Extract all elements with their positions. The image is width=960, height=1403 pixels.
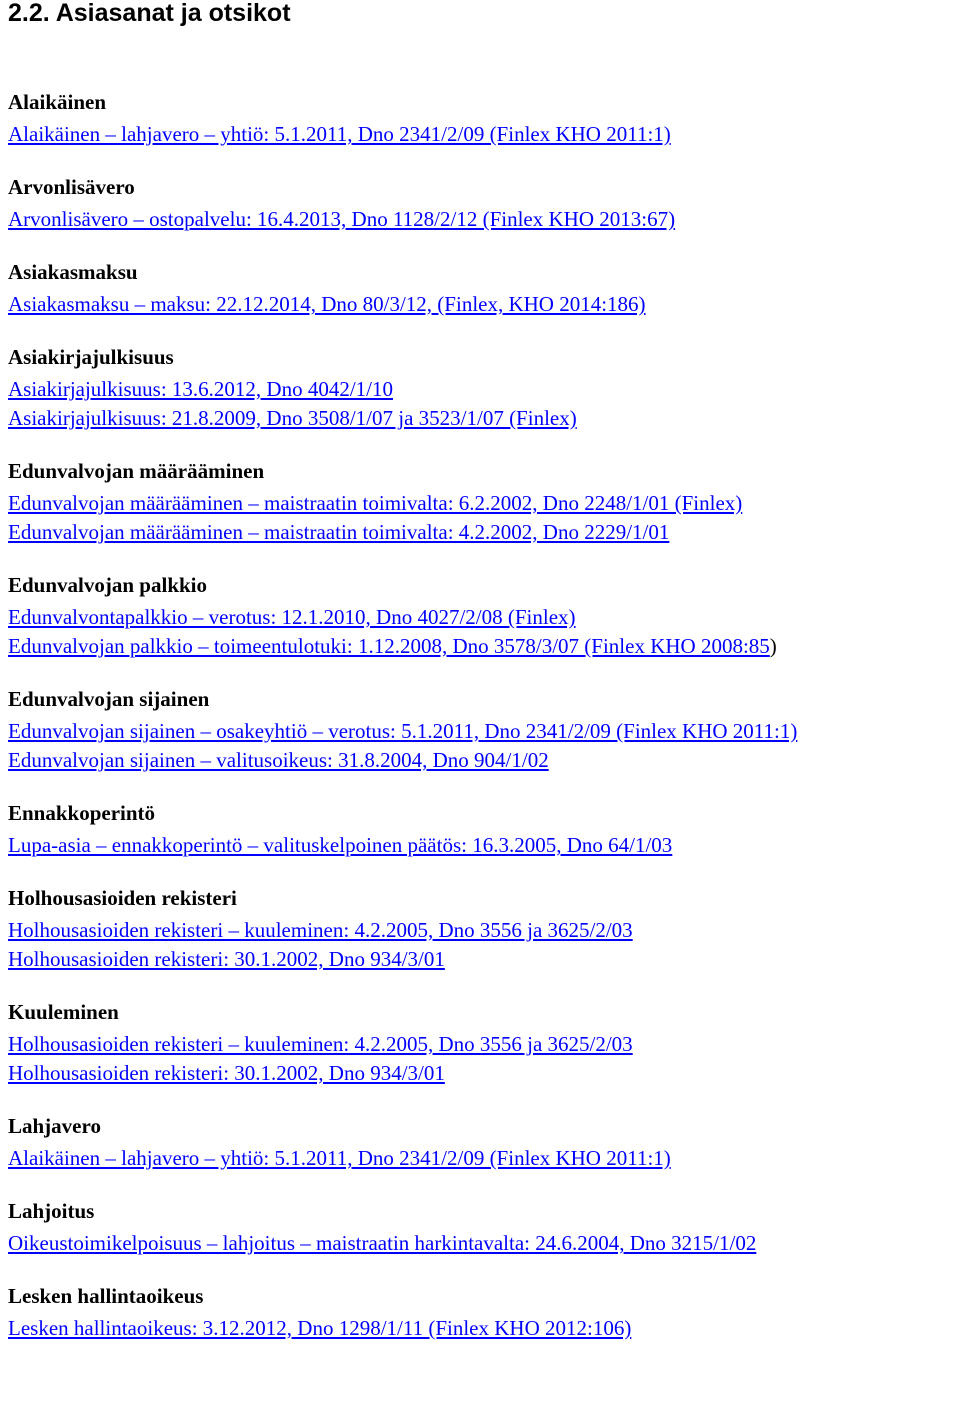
decision-link[interactable]: Asiakirjajulkisuus: 13.6.2012, Dno 4042/1/10 (8, 377, 393, 401)
list-item (8, 945, 958, 974)
keyword-section (8, 1282, 958, 1343)
decision-link[interactable]: Holhousasioiden rekisteri: 30.1.2002, Dno 934/3/01 (8, 947, 445, 971)
decision-link[interactable]: Lupa-asia – ennakkoperintö – valituskelpoinen päätös: 16.3.2005, Dno 64/1/03 (8, 833, 673, 857)
decision-link-list (8, 1030, 958, 1088)
list-item (8, 290, 958, 319)
list-item (8, 717, 958, 746)
decision-link-list (8, 831, 958, 860)
decision-link[interactable]: Edunvalvontapalkkio – verotus: 12.1.2010, Dno 4027/2/08 (Finlex) (8, 605, 576, 629)
decision-link[interactable]: Holhousasioiden rekisteri – kuuleminen: 4.2.2005, Dno 3556 ja 3625/2/03 (8, 918, 633, 942)
list-item (8, 205, 958, 234)
trailing-text: ) (769, 634, 777, 658)
keyword-section (8, 258, 958, 319)
keyword-section (8, 685, 958, 775)
list-item (8, 1144, 958, 1173)
list-item (8, 1059, 958, 1088)
list-item (8, 831, 958, 860)
keyword-heading: Asiakirjajulkisuus (8, 345, 174, 369)
keyword-section (8, 799, 958, 860)
decision-link-list (8, 375, 958, 433)
decision-link[interactable]: Holhousasioiden rekisteri: 30.1.2002, Dno 934/3/01 (8, 1061, 445, 1085)
keyword-section (8, 88, 958, 149)
keyword-section (8, 571, 958, 661)
keyword-heading: Arvonlisävero (8, 175, 135, 199)
decision-link-list (8, 120, 958, 149)
decision-link[interactable]: Alaikäinen – lahjavero – yhtiö: 5.1.2011, Dno 2341/2/09 (Finlex KHO 2011:1) (8, 122, 671, 146)
decision-link[interactable]: Asiakirjajulkisuus: 21.8.2009, Dno 3508/1/07 ja 3523/1/07 (Finlex) (8, 406, 577, 430)
decision-link[interactable]: Oikeustoimikelpoisuus – lahjoitus – maistraatin harkintavalta: 24.6.2004, Dno 3215/1/02 (8, 1231, 757, 1255)
decision-link-list (8, 916, 958, 974)
keyword-heading: Holhousasioiden rekisteri (8, 886, 237, 910)
page-title: 2.2. Asiasanat ja otsikot (8, 0, 291, 27)
list-item (8, 518, 958, 547)
keyword-section (8, 1197, 958, 1258)
keyword-heading: Ennakkoperintö (8, 801, 156, 825)
decision-link-list (8, 1314, 958, 1343)
keyword-heading: Kuuleminen (8, 1000, 119, 1024)
decision-link-list (8, 290, 958, 319)
decision-link[interactable]: Holhousasioiden rekisteri – kuuleminen: 4.2.2005, Dno 3556 ja 3625/2/03 (8, 1032, 633, 1056)
list-item (8, 120, 958, 149)
decision-link[interactable]: Edunvalvojan palkkio – toimeentulotuki: 1.12.2008, Dno 3578/3/07 (Finlex KHO 2008:85 (8, 634, 770, 658)
list-item (8, 489, 958, 518)
decision-link-list (8, 717, 958, 775)
keyword-heading: Lahjoitus (8, 1199, 95, 1223)
keyword-section (8, 173, 958, 234)
list-item (8, 1229, 958, 1258)
decision-link[interactable]: Edunvalvojan määrääminen – maistraatin toimivalta: 4.2.2002, Dno 2229/1/01 (8, 520, 670, 544)
decision-link-list (8, 489, 958, 547)
keyword-heading: Edunvalvojan määrääminen (8, 459, 265, 483)
list-item (8, 916, 958, 945)
decision-link[interactable]: Alaikäinen – lahjavero – yhtiö: 5.1.2011, Dno 2341/2/09 (Finlex KHO 2011:1) (8, 1146, 671, 1170)
keyword-heading: Edunvalvojan palkkio (8, 573, 208, 597)
list-item (8, 1030, 958, 1059)
decision-link[interactable]: Asiakasmaksu – maksu: 22.12.2014, Dno 80/3/12, (Finlex, KHO 2014:186) (8, 292, 646, 316)
decision-link-list (8, 205, 958, 234)
keyword-heading: Asiakasmaksu (8, 260, 138, 284)
decision-link[interactable]: Edunvalvojan sijainen – osakeyhtiö – verotus: 5.1.2011, Dno 2341/2/09 (Finlex KHO 2011:1) (8, 719, 798, 743)
decision-link[interactable]: Arvonlisävero – ostopalvelu: 16.4.2013, Dno 1128/2/12 (Finlex KHO 2013:67) (8, 207, 676, 231)
list-item (8, 632, 958, 661)
keyword-heading: Lahjavero (8, 1114, 101, 1138)
list-item (8, 375, 958, 404)
decision-link[interactable]: Edunvalvojan sijainen – valitusoikeus: 31.8.2004, Dno 904/1/02 (8, 748, 549, 772)
keyword-section (8, 343, 958, 433)
decision-link-list (8, 1144, 958, 1173)
keyword-heading: Lesken hallintaoikeus (8, 1284, 204, 1308)
keyword-section (8, 998, 958, 1088)
list-item (8, 404, 958, 433)
decision-link[interactable]: Edunvalvojan määrääminen – maistraatin toimivalta: 6.2.2002, Dno 2248/1/01 (Finlex) (8, 491, 743, 515)
keyword-section (8, 884, 958, 974)
keyword-list (8, 88, 958, 1367)
decision-link-list (8, 1229, 958, 1258)
decision-link-list (8, 603, 958, 661)
list-item (8, 1314, 958, 1343)
keyword-heading: Edunvalvojan sijainen (8, 687, 210, 711)
list-item (8, 603, 958, 632)
keyword-section (8, 457, 958, 547)
keyword-heading: Alaikäinen (8, 90, 107, 114)
keyword-section (8, 1112, 958, 1173)
decision-link[interactable]: Lesken hallintaoikeus: 3.12.2012, Dno 1298/1/11 (Finlex KHO 2012:106) (8, 1316, 632, 1340)
list-item (8, 746, 958, 775)
